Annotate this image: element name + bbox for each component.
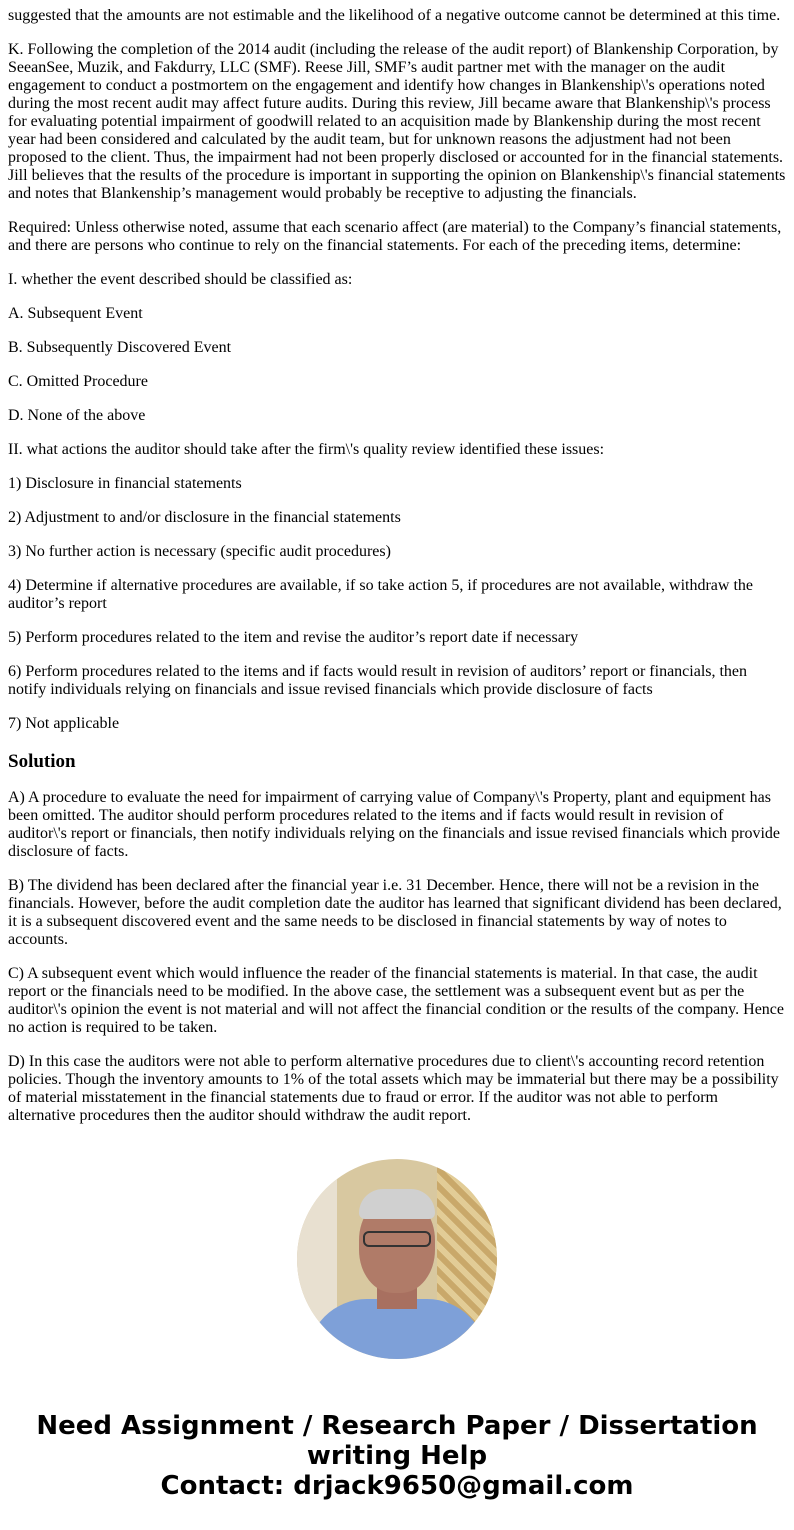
paragraph: C. Omitted Procedure [8,373,148,390]
paragraph: A) A procedure to evaluate the need for impairment of carrying value of Company\'s Property, plant and equipment has been omitted. The auditor should perform procedures related to the items and if facts would result in revision of auditor\'s report or financials, then notify individuals relying on the financials and issue revised financials which provide disclosure of facts. [8,789,781,860]
paragraph: 4) Determine if alternative procedures are available, if so take action 5, if procedures are not available, withdraw the auditor’s report [8,577,753,612]
paragraph: A. Subsequent Event [8,305,143,322]
paragraph: I. whether the event described should be classified as: [8,271,353,288]
author-avatar [297,1159,497,1359]
paragraph: 3) No further action is necessary (specific audit procedures) [8,543,391,560]
paragraph: 1) Disclosure in financial statements [8,475,242,492]
paragraph: 7) Not applicable [8,715,120,732]
question-section [8,7,786,733]
paragraph: B) The dividend has been declared after the financial year i.e. 31 December. Hence, there will not be a revision in the financials. However, before the audit completion date the auditor has learned that significant dividend has been declared, it is a subsequent discovered event and the same needs to be disclosed in financial statements by way of notes to accounts. [8,877,782,948]
paragraph: K. Following the completion of the 2014 audit (including the release of the audit report) of Blankenship Corporation, by SeeanSee, Muzik, and Fakdurry, LLC (SMF). Reese Jill, SMF’s audit partner met with the manager on the audit engagement to conduct a postmortem on the engagement and identify how changes in Blankenship\'s operations noted during the most recent audit may affect future audits. During this review, Jill became aware that Blankenship\'s process for evaluating potential impairment of goodwill related to an acquisition made by Blankenship during the most recent year had been considered and calculated by the audit team, but for unknown reasons the adjustment had not been proposed to the client. Thus, the impairment had not been properly disclosed or accounted for in the financial statements. Jill believes that the results of the procedure is important in supporting the opinion on Blankenship\'s financial statements and notes that Blankenship’s management would probably be receptive to adjusting the financials. [8,41,786,202]
author-photo-container [0,1159,794,1359]
banner-headline: Need Assignment / Research Paper / Dissertation writing Help [36,1411,758,1471]
paragraph: B. Subsequently Discovered Event [8,339,232,356]
banner-contact: Contact: drjack9650@gmail.com [160,1471,634,1501]
paragraph: 2) Adjustment to and/or disclosure in the financial statements [8,509,401,526]
document [0,7,794,1125]
paragraph: 5) Perform procedures related to the item and revise the auditor’s report date if necessary [8,629,579,646]
paragraph: C) A subsequent event which would influence the reader of the financial statements is material. In that case, the audit report or the financials need to be modified. In the above case, the settlement was a subsequent event but as per the auditor\'s opinion the event is not material and will not affect the financial condition or the results of the company. Hence no action is required to be taken. [8,965,784,1036]
paragraph: D. None of the above [8,407,146,424]
solution-section [8,789,786,1125]
paragraph: Required: Unless otherwise noted, assume that each scenario affect (are material) to the Company’s financial statements, and there are persons who continue to rely on the financial statements. For each of the preceding items, determine: [8,219,782,254]
paragraph: 6) Perform procedures related to the items and if facts would result in revision of auditors’ report or financials, then notify individuals relying on financials and issue revised financials which provide disclosure of facts [8,663,748,698]
solution-heading: Solution [8,751,76,772]
contact-banner [0,1411,794,1501]
paragraph: D) In this case the auditors were not able to perform alternative procedures due to client\'s accounting record retention policies. Though the inventory amounts to 1% of the total assets which may be immaterial but there may be a possibility of material misstatement in the financial statements due to fraud or error. If the auditor was not able to perform alternative procedures then the auditor should withdraw the audit report. [8,1053,779,1124]
paragraph: suggested that the amounts are not estimable and the likelihood of a negative outcome cannot be determined at this time. [8,7,781,24]
paragraph: II. what actions the auditor should take after the firm\'s quality review identified these issues: [8,441,605,458]
